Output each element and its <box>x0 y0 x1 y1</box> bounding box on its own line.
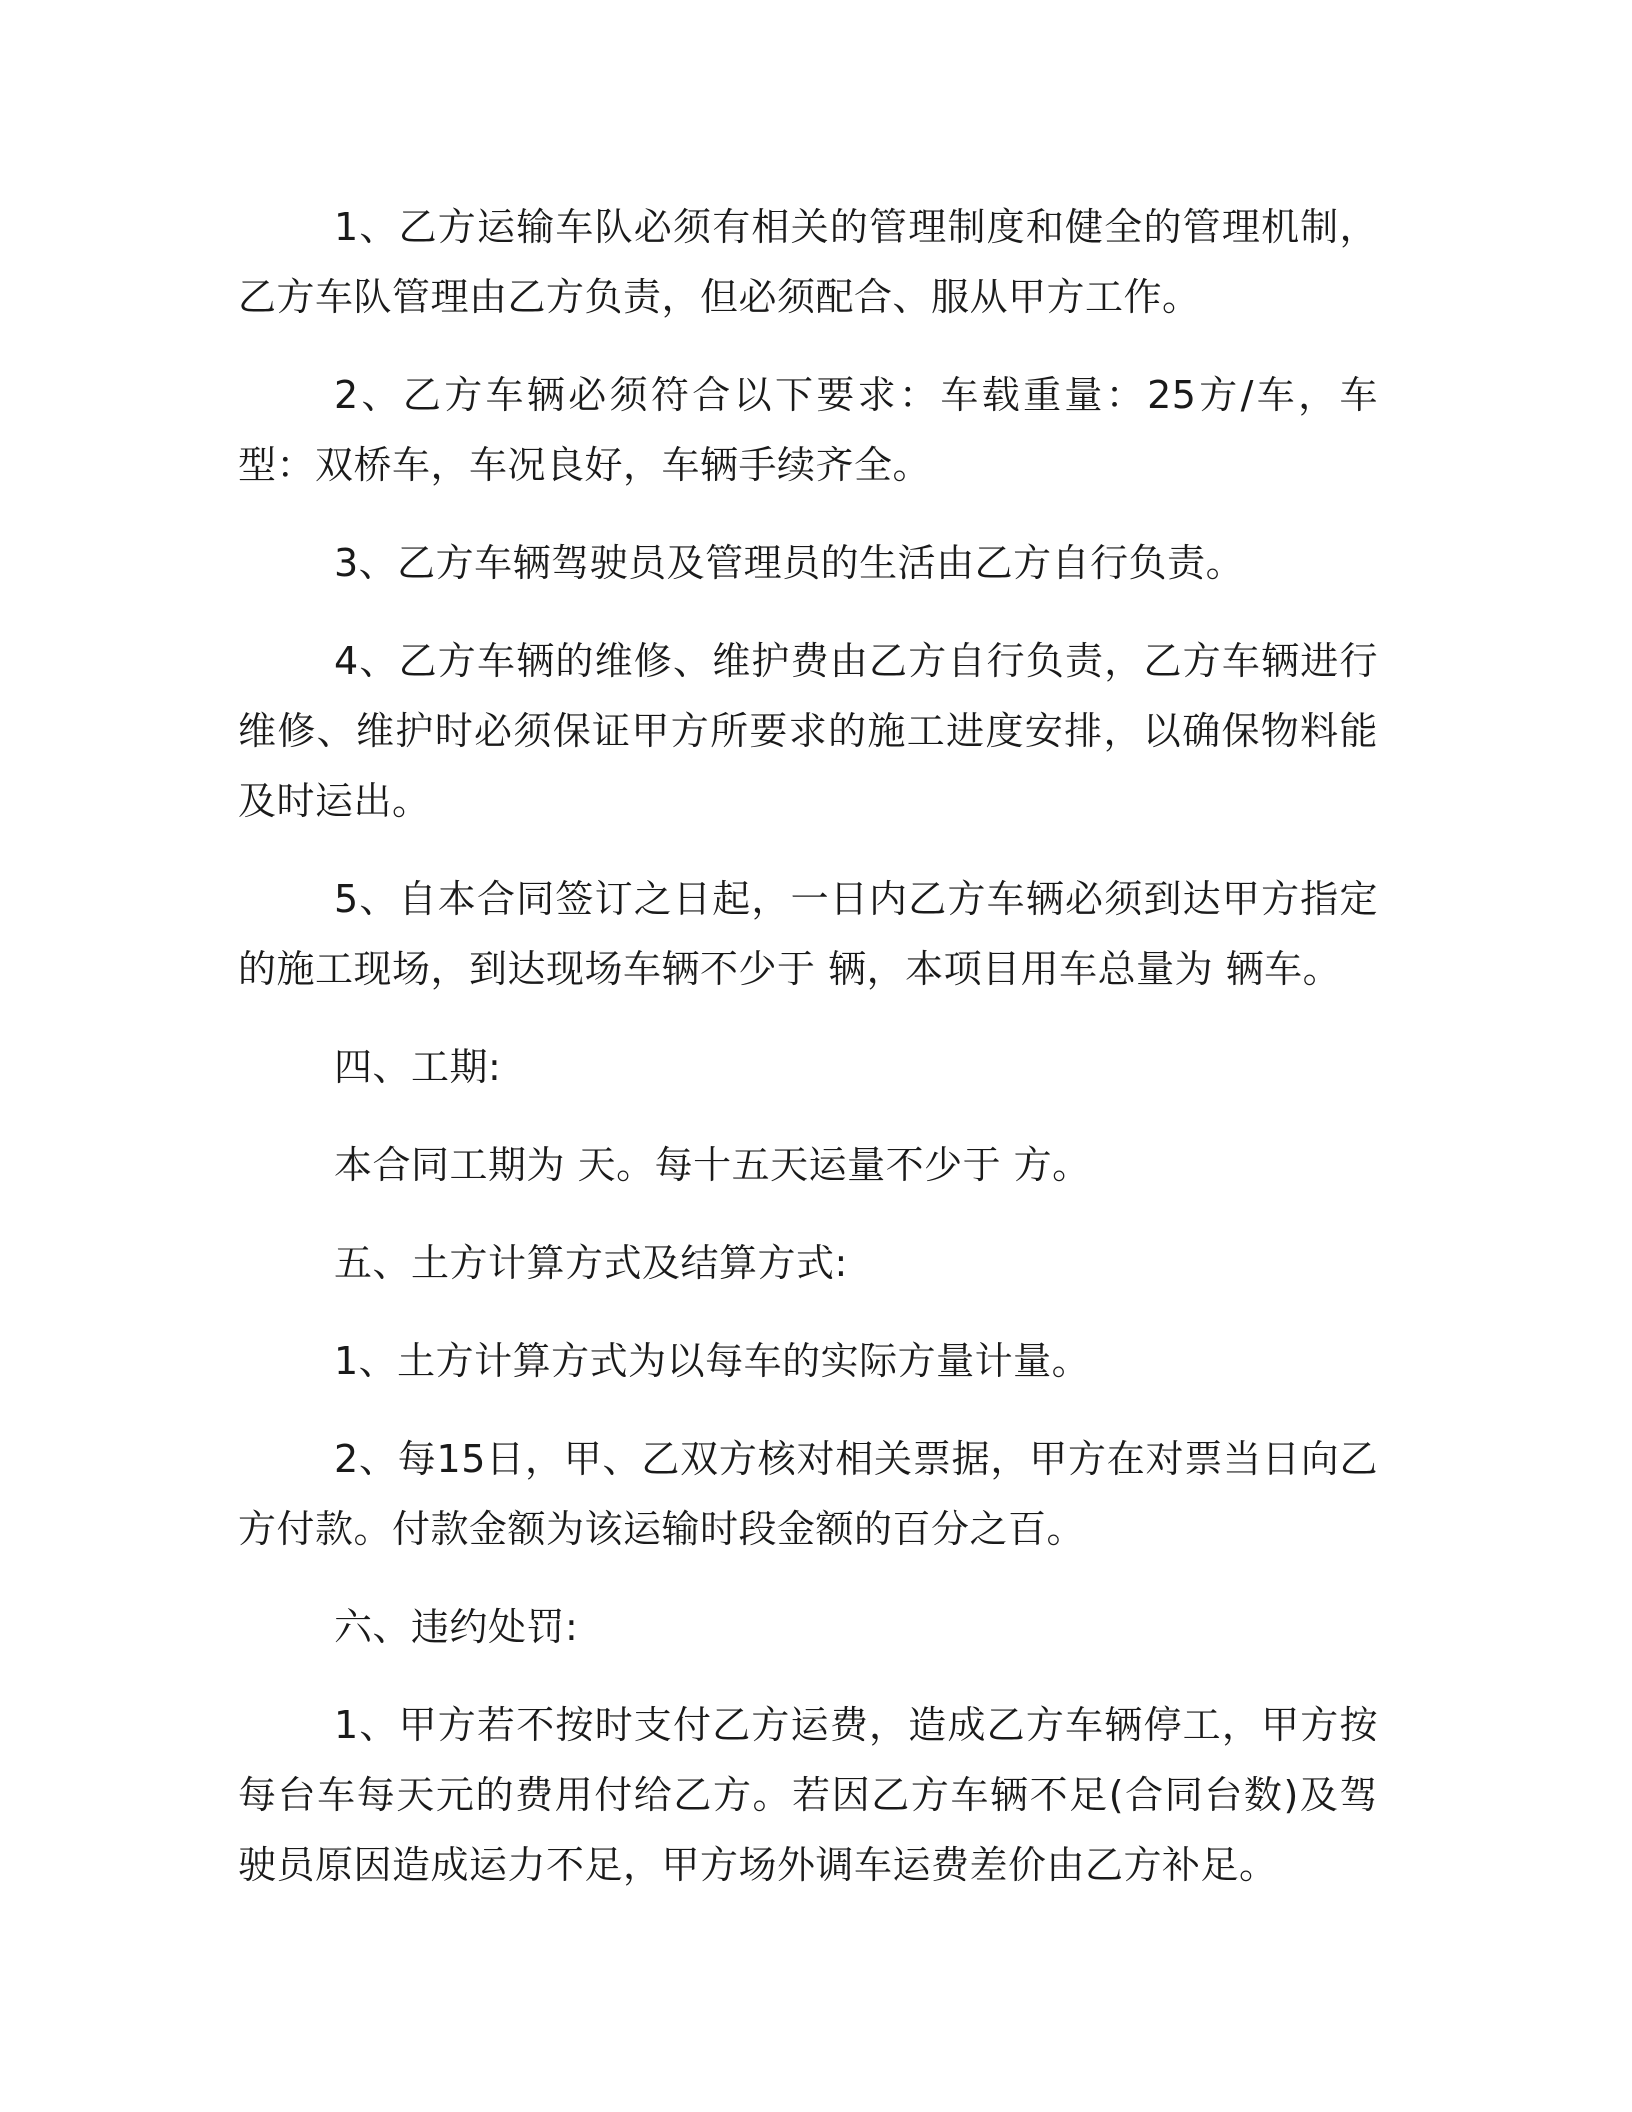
section-heading-settlement: 五、土方计算方式及结算方式: <box>334 1241 848 1285</box>
clause-5-2: 2、每15日，甲、乙双方核对相关票据，甲方在对票当日向乙方付款。付款金额为该运输时段金额的百分之百。 <box>238 1437 1378 1551</box>
schedule-text: 本合同工期为 天。每十五天运量不少于 方。 <box>334 1143 1091 1187</box>
section-heading-schedule: 四、工期: <box>334 1045 502 1089</box>
document-body <box>238 192 1378 1928</box>
clause-3-4: 4、乙方车辆的维修、维护费由乙方自行负责，乙方车辆进行维修、维护时必须保证甲方所要求的施工进度安排，以确保物料能及时运出。 <box>238 639 1378 823</box>
clause-3-1: 1、乙方运输车队必须有相关的管理制度和健全的管理机制，乙方车队管理由乙方负责，但必须配合、服从甲方工作。 <box>238 205 1378 319</box>
clause-3-3: 3、乙方车辆驾驶员及管理员的生活由乙方自行负责。 <box>334 541 1245 585</box>
section-heading-penalty: 六、违约处罚: <box>334 1605 579 1649</box>
clause-5-1: 1、土方计算方式为以每车的实际方量计量。 <box>334 1339 1091 1383</box>
clause-3-2: 2、乙方车辆必须符合以下要求：车载重量：25方/车，车型：双桥车，车况良好，车辆手续齐全。 <box>238 373 1378 487</box>
clause-6-1: 1、甲方若不按时支付乙方运费，造成乙方车辆停工，甲方按每台车每天元的费用付给乙方。若因乙方车辆不足(合同台数)及驾驶员原因造成运力不足，甲方场外调车运费差价由乙方补足。 <box>238 1703 1378 1887</box>
clause-3-5: 5、自本合同签订之日起，一日内乙方车辆必须到达甲方指定的施工现场，到达现场车辆不少于 辆，本项目用车总量为 辆车。 <box>238 877 1378 991</box>
